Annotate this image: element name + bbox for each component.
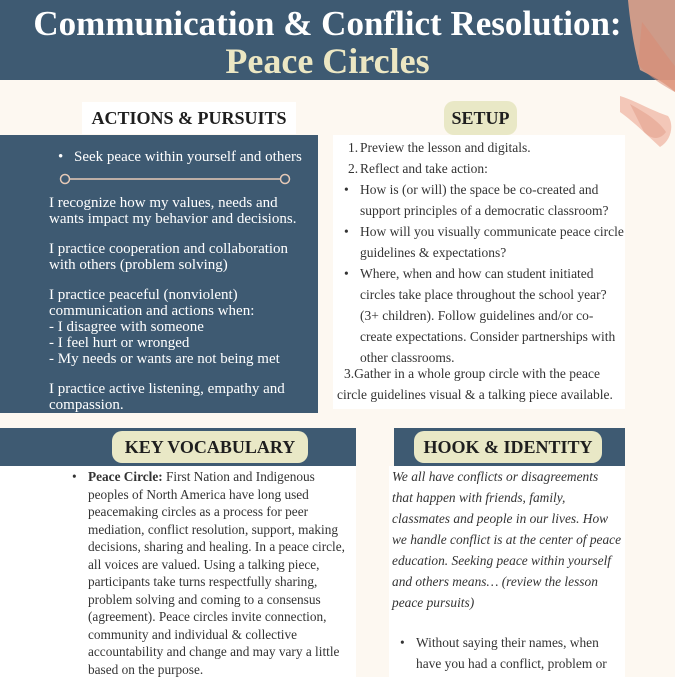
actions-body bbox=[49, 195, 311, 427]
actions-bullet: • Seek peace within yourself and others bbox=[74, 149, 302, 166]
setup-bullet: • How will you visually communicate peace circle guidelines & expectations? bbox=[360, 221, 625, 263]
actions-list-item: - I disagree with someone bbox=[49, 319, 204, 335]
setup-step: 2. Reflect and take action: bbox=[348, 161, 488, 176]
vocab-panel bbox=[0, 466, 356, 677]
actions-list-item: - My needs or wants are not being met bbox=[49, 351, 280, 367]
hook-bullets bbox=[416, 632, 622, 674]
setup-heading: SETUP bbox=[444, 101, 517, 135]
watercolor-decoration bbox=[600, 0, 675, 155]
hook-intro: We all have conflicts or disagreements that happen with friends, family, classmates and people in our lives. How we handle conflict is at the center of peace education. Seeking peace within yourself and others means… (review the lesson peace pursuits) bbox=[392, 469, 622, 610]
vocab-heading: KEY VOCABULARY bbox=[112, 431, 308, 463]
hook-panel bbox=[389, 466, 625, 677]
actions-bullet-list bbox=[74, 149, 302, 166]
actions-paragraph: I recognize how my values, needs and wants impact my behavior and decisions. bbox=[49, 195, 297, 227]
setup-bullet: • Where, when and how can student initiated circles take place throughout the school year? (3+ children). Follow guidelines and/or co-create expectations. Consider partnerships with other classrooms. bbox=[360, 263, 625, 368]
setup-steps bbox=[348, 137, 628, 179]
setup-bullet: • How is (or will) the space be co-created and support principles of a democratic classroom? bbox=[360, 179, 625, 221]
actions-paragraph: I practice cooperation and collaboration with others (problem solving) bbox=[49, 241, 289, 273]
vocab-term: Peace Circle: bbox=[88, 469, 163, 484]
actions-paragraph: I practice peaceful (nonviolent) communication and actions when: bbox=[49, 287, 255, 319]
divider-line bbox=[58, 172, 292, 186]
actions-panel bbox=[0, 135, 318, 413]
title-banner bbox=[0, 0, 675, 80]
page-subtitle: Peace Circles bbox=[225, 41, 430, 81]
actions-paragraph: I practice active listening, empathy and compassion. bbox=[49, 381, 285, 413]
page-title: Communication & Conflict Resolution: bbox=[33, 4, 622, 43]
actions-heading: ACTIONS & PURSUITS bbox=[82, 102, 296, 134]
vocab-list bbox=[88, 468, 352, 677]
vocab-item bbox=[88, 468, 352, 677]
setup-panel bbox=[333, 135, 625, 409]
actions-list-item: - I feel hurt or wronged bbox=[49, 335, 190, 351]
setup-step: 1. Preview the lesson and digitals. bbox=[348, 140, 531, 155]
setup-bullets bbox=[360, 179, 625, 368]
vocab-definition: First Nation and Indigenous peoples of North America have long used peacemaking circles as a process for peer mediation, conflict resolution, support, making decisions, sharing and healing. In a peace circle, all voices are valued. Using a talking piece, participants take turns respectfully sharing, problem solving and coming to a consensus (agreement). Peace circles invite connection, community and individual & collective accountability and change and may vary a little based on the purpose. bbox=[88, 469, 345, 677]
setup-step-3: 3.Gather in a whole group circle with the peace circle guidelines visual & a talking piece available. bbox=[337, 366, 613, 402]
hook-heading: HOOK & IDENTITY bbox=[414, 431, 602, 463]
hook-bullet: • Without saying their names, when have you had a conflict, problem or bbox=[416, 632, 622, 674]
